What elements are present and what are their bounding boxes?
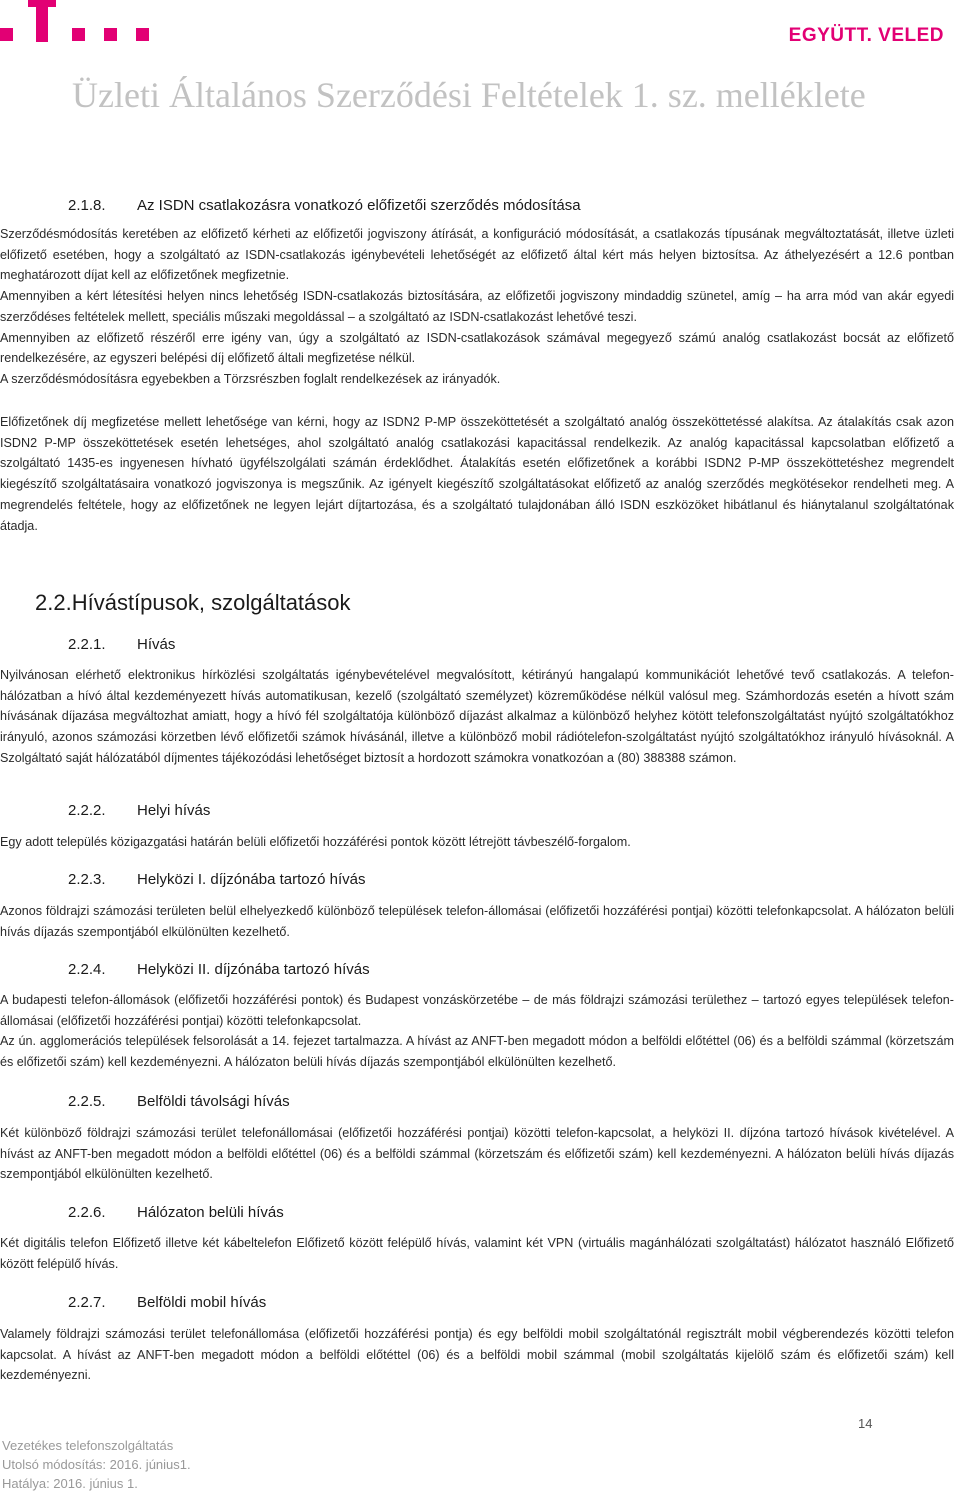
subsection-body-2-2-6 [0, 1233, 960, 1274]
paragraph: Két digitális telefon Előfizető illetve két kábeltelefon Előfizető között felépülő hívás, valamint két VPN (virtuális magánhálózati szolgáltatást) hálózatot használó Előfizető között felépülő hívás. [0, 1236, 954, 1271]
subsection-body-2-2-4 [0, 990, 960, 1073]
subsection-number: 2.2.5. [68, 1093, 106, 1110]
subsection-body-2-2-3 [0, 901, 960, 942]
footer-effective-date: Hatálya: 2016. június 1. [2, 1476, 138, 1491]
section-number: 2.2. [35, 590, 72, 615]
paragraph: Előfizetőnek díj megfizetése mellett lehetősége van kérni, hogy az ISDN2 P-MP összeköttetését a szolgáltató analóg összeköttetéssé alakítsa. Az átalakítás csak azon ISDN2 P-MP összeköttetések esetén lehetséges, ahol szolgáltató analóg csatlakozási kapacitással rendelkezik. Az analóg kapacitással kapcsolatban előfizető a szolgáltató 1435-es ingyenesen hívható ügyfélszolgálati számán érdeklődhet. Átalakítás esetén előfizetőnek a korábbi ISDN2 P-MP összeköttetéshez megrendelt kiegészítő szolgáltatásaira vonatkozó jogviszonya is megszűnik. Az igényelt kiegészítő szolgáltatásokat előfizető az analóg szerződés megkötésekor rendelheti meg. A megrendelés feltétele, hogy az előfizetőnek ne legyen lejárt díjtartozása, és a szolgáltató tulajdonában álló ISDN eszközöket hibátlanul és hiánytalanul szolgáltatónak átadja. [0, 415, 954, 533]
subsection-number: 2.2.4. [68, 961, 106, 978]
paragraph: Az ún. agglomerációs települések felsorolását a 14. fejezet tartalmazza. A hívást az ANFT-ben megadott módon a belföldi előtéttel (06) és a belföldi számmal (körzetszám és előfizetői szám) kell kezdeményezni. A hálózaton belüli hívás díjazás szempontjából elkülönülten kezelhető. [0, 1034, 954, 1070]
subsection-heading-2-2-6 [68, 1204, 284, 1221]
subsection-title: Hívás [137, 636, 176, 653]
page-number: 14 [858, 1416, 873, 1431]
paragraph: Amennyiben a kért létesítési helyen nincs lehetőség ISDN-csatlakozás biztosítására, az előfizetői jogviszony mindaddig szünetel, amíg – ha arra mód van akár egyedi szerződéses feltételek mellett, speciális műszaki megoldással – a szolgáltató az ISDN-csatlakozást lehetővé teszi. [0, 289, 954, 324]
subsection-title: Hálózaton belüli hívás [137, 1204, 284, 1221]
subsection-heading-2-2-1 [68, 636, 175, 653]
section-body-2-1-8-conversion [0, 412, 960, 536]
paragraph: A budapesti telefon-állomások (előfizetői hozzáférési pontok) és Budapest vonzáskörzetébe – de más földrajzi számozási területhez – tartozó egyes települések telefon-állomásai (előfizetői hozzáférési pontjai) közötti telefonkapcsolat. [0, 993, 954, 1028]
subsection-body-2-2-2 [0, 832, 960, 853]
paragraph: Amennyiben az előfizető részéről erre igény van, úgy a szolgáltató az ISDN-csatlakozások számával megegyező számú analóg csatlakozást bocsát az előfizető rendelkezésére, az egyszeri belépési díj előfizető általi megfizetése nélkül. [0, 330, 954, 366]
paragraph: Valamely földrajzi számozási terület telefonállomása (előfizetői hozzáférési pontja) és egy belföldi mobil szolgáltatónál regisztrált mobil végberendezés közötti telefon kapcsolat. A hívást az ANFT-ben megadott módon a belföldi előtéttel (06) és a belföldi mobil számmal (mobil szolgáltatás kijelölő szám és előfizetői szám) kell kezdeményezni. [0, 1327, 954, 1383]
subsection-heading-2-2-3 [68, 871, 365, 888]
telekom-t-logo-icon [0, 0, 160, 52]
paragraph: A szerződésmódosításra egyebekben a Törzsrészben foglalt rendelkezések az irányadók. [0, 371, 501, 386]
brand-slogan: EGYÜTT. VELED [788, 25, 944, 46]
subsection-body-2-2-1 [0, 665, 960, 769]
subsection-number: 2.2.1. [68, 636, 106, 653]
subsection-title: Belföldi mobil hívás [137, 1294, 267, 1311]
subsection-heading-2-2-5 [68, 1093, 290, 1110]
page-footer [2, 1436, 191, 1493]
subsection-number: 2.2.6. [68, 1204, 106, 1221]
section-body-2-1-8 [0, 224, 960, 390]
subsection-number: 2.2.7. [68, 1294, 106, 1311]
subsection-number: 2.2.2. [68, 802, 106, 819]
subsection-body-2-2-5 [0, 1123, 960, 1185]
subsection-title: Belföldi távolsági hívás [137, 1093, 290, 1110]
section-heading-2-2 [35, 590, 351, 616]
subsection-number: 2.2.3. [68, 871, 106, 888]
section-number: 2.1.8. [68, 197, 106, 214]
subsection-title: Helyi hívás [137, 802, 211, 819]
subsection-title: Helyközi I. díjzónába tartozó hívás [137, 871, 366, 888]
subsection-heading-2-2-7 [68, 1294, 266, 1311]
section-title: Az ISDN csatlakozásra vonatkozó előfizetői szerződés módosítása [137, 197, 581, 214]
paragraph: Szerződésmódosítás keretében az előfizető kérheti az előfizetői jogviszony átírását, a konfiguráció módosítását, a csatlakozás típusának megváltoztatását, illetve üzleti előfizető esetében, hogy a szolgáltató az ISDN-csatlakozás igénybevételi lehetőségét az előfizető által kért más helyen biztosítsa. Az áthelyezésért a 12.6 pontban meghatározott díjat kell az előfizetőnek megfizetnie. [0, 227, 954, 283]
footer-service-name: Vezetékes telefonszolgáltatás [2, 1438, 174, 1453]
subsection-heading-2-2-2 [68, 802, 210, 819]
section-title: Hívástípusok, szolgáltatások [71, 590, 351, 615]
subsection-heading-2-2-4 [68, 961, 370, 978]
subsection-body-2-2-7 [0, 1324, 960, 1386]
subsection-title: Helyközi II. díjzónába tartozó hívás [137, 961, 370, 978]
document-title: Üzleti Általános Szerződési Feltételek 1. sz. melléklete [72, 75, 866, 115]
paragraph: Nyilvánosan elérhető elektronikus hírközlési szolgáltatás igénybevételével megvalósított, kétirányú hangalapú kommunikációt lehetővé tevő csatlakozás. A telefon-hálózatban a hívó által kezdeményezett hívás automatikusan, kezelő (szolgáltató személyzet) közreműködése nélkül valósul meg. Számhordozás esetén a hívott szám hívásának díjazása megváltozhat amiatt, hogy a hívó fél szolgáltatója különböző díjazást alkalmaz a különböző helyhez kötött telefonszolgáltatást nyújtó szolgáltatókhoz irányuló, azonos számozási körzetben lévő előfizetői számok hívásánál, illetve a különböző mobil rádiótelefon-szolgáltatást nyújtó szolgáltatókhoz irányuló hívásoknál. A Szolgáltató saját hálózatából díjmentes tájékozódási lehetőséget biztosít a hordozott számokra vonatkozóan a (80) 388388 számon. [0, 668, 954, 765]
section-heading-2-1-8 [68, 197, 581, 214]
footer-last-modified: Utolsó módosítás: 2016. június1. [2, 1457, 191, 1472]
paragraph: Egy adott település közigazgatási határán belüli előfizetői hozzáférési pontok között létrejött távbeszélő-forgalom. [0, 835, 631, 849]
paragraph: Azonos földrajzi számozási területen belül elhelyezkedő különböző települések telefon-állomásai (előfizetői hozzáférési pontjai) közötti telefonkapcsolat. A hálózaton belüli hívás díjazás szempontjából elkülönülten kezelhető. [0, 904, 954, 939]
paragraph: Két különböző földrajzi számozási terület telefonállomásai (előfizetői hozzáférési pontjai) közötti telefon-kapcsolat, a helyközi II. díjzóna tartozó hívások kivételével. A hívást az ANFT-ben megadott módon a belföldi előtéttel (06) és a belföldi számmal (körzetszám és előfizetői szám) kell kezdeményezni. A hálózaton belüli hívás díjazás szempontjából elkülönülten kezelhető. [0, 1126, 954, 1182]
